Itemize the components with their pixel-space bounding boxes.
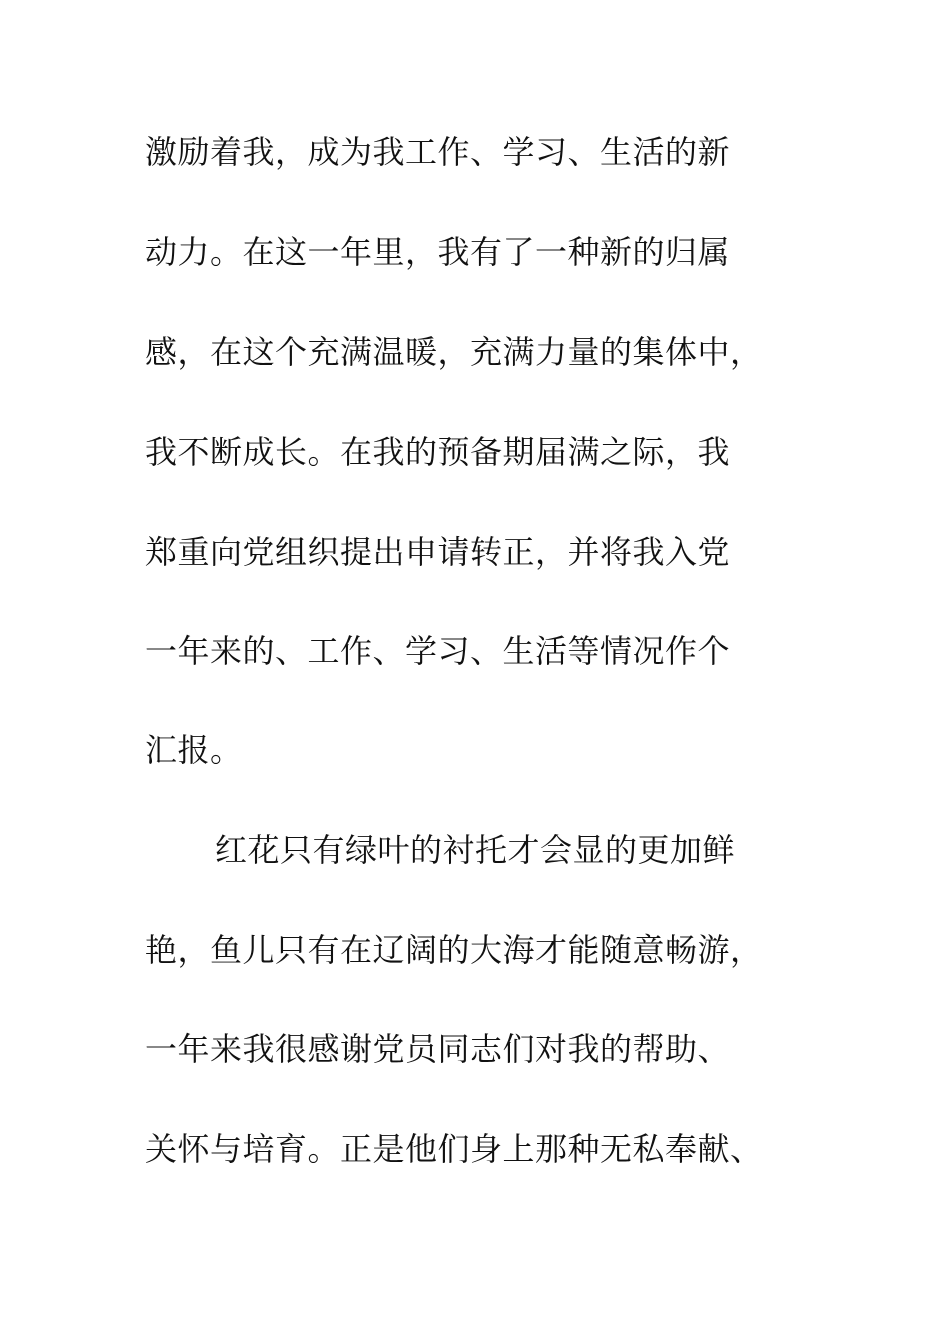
text-line: 激励着我，成为我工作、学习、生活的新 <box>145 133 731 171</box>
text-line: 郑重向党组织提出申请转正，并将我入党 <box>145 533 731 571</box>
text-line: 我不断成长。在我的预备期届满之际，我 <box>145 433 731 471</box>
text-line: 关怀与培育。正是他们身上那种无私奉献、 <box>145 1130 763 1168</box>
text-line: 一年来的、工作、学习、生活等情况作个 <box>145 632 731 670</box>
text-line: 艳，鱼儿只有在辽阔的大海才能随意畅游， <box>145 931 763 969</box>
text-line: 汇报。 <box>145 731 243 769</box>
text-line: 红花只有绿叶的衬托才会显的更加鲜 <box>215 831 736 869</box>
text-line: 动力。在这一年里，我有了一种新的归属 <box>145 233 731 271</box>
text-line: 一年来我很感谢党员同志们对我的帮助、 <box>145 1030 731 1068</box>
text-line: 感，在这个充满温暖，充满力量的集体中， <box>145 333 763 371</box>
